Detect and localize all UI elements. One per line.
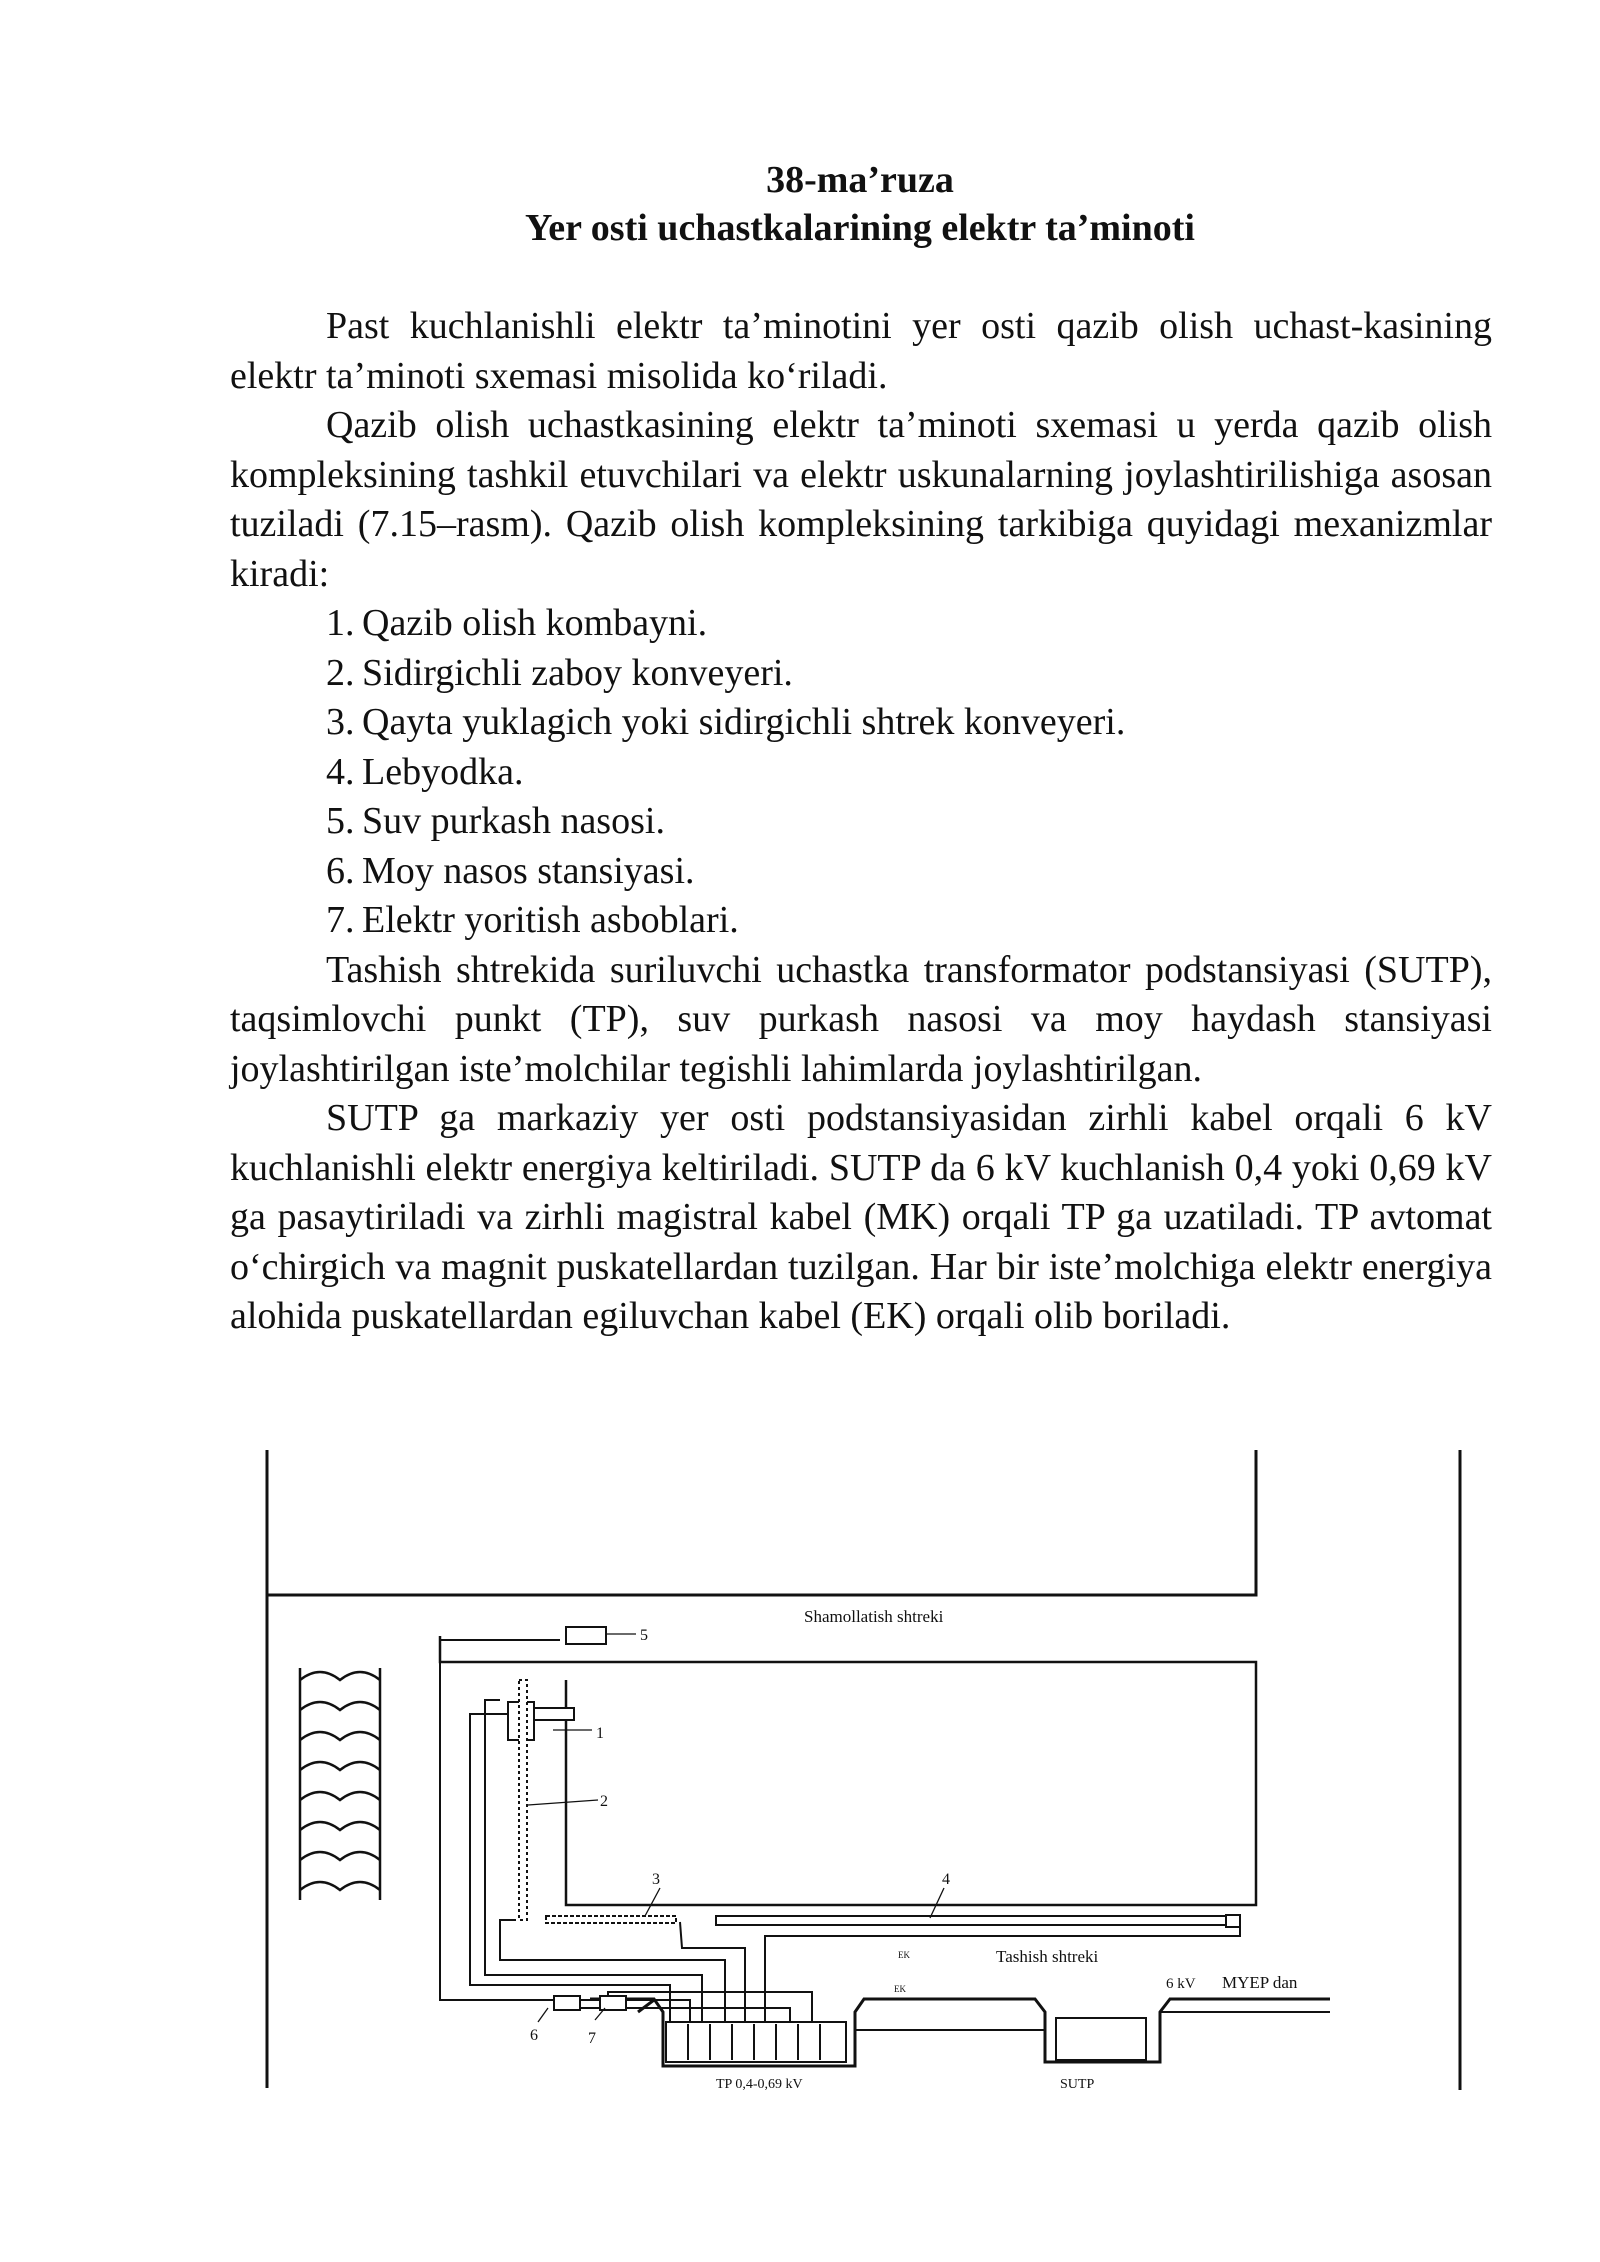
tp-label: TP 0,4-0,69 kV	[716, 2077, 803, 2092]
paragraph-supply: SUTP ga markaziy yer osti podstansiyasidan zirhli kabel orqali 6 kV kuchlanishli elektr energiya keltiriladi. SUTP da 6 kV kuchlanish 0,4 yoki 0,69 kV ga pasaytiriladi va zirhli magistral kabel (MK) orqali TP ga uzatiladi. TP avtomat o‘chirgich va magnit puskatellardan tuzilgan. Har bir iste’molchiga elektr energiya alohida puskatellardan egiluvchan kabel (EK) orqali olib boriladi.	[230, 1097, 1492, 1337]
sutp-box	[1056, 2018, 1146, 2060]
haulage-conveyor	[716, 1916, 1236, 1925]
callout-1: 1	[596, 1725, 604, 1742]
stage-loader	[546, 1916, 676, 1923]
callout-5: 5	[640, 1627, 648, 1644]
cable-lines	[440, 1640, 1330, 2030]
paragraph-placement: Tashish shtrekida suriluvchi uchastka transformator podstansiyasi (SUTP), taqsimlovchi punkt (TP), suv purkash nasosi va moy haydash stansiyasi joylashtirilgan iste’molchilar tegishli lahimlarda joylashtirilgan.	[230, 948, 1492, 1090]
upper-chamber-outline	[267, 1450, 1256, 1595]
oil-pump-box	[554, 1996, 580, 2010]
callout-3: 3	[652, 1871, 660, 1888]
list-item: 6. Moy nasos stansiyasi.	[326, 849, 695, 892]
paragraph-scheme: Qazib olish uchastkasining elektr ta’minoti sxemasi u yerda qazib olish kompleksining tashkil etuvchilari va elektr uskunalarning joylashtirilishiga asosan tuziladi (7.15–rasm). Qazib olish kompleksining tarkibiga quyidagi mexanizmlar kiradi:	[230, 404, 1492, 595]
list-item: 5. Suv purkash nasosi.	[326, 800, 665, 842]
callout-4: 4	[942, 1871, 950, 1888]
list-item: 4. Lebyodka.	[326, 750, 524, 793]
face-conveyor	[519, 1680, 527, 1920]
haulage-drift-label: Tashish shtreki	[996, 1947, 1099, 1966]
list-item: 2. Sidirgichli zaboy konveyeri.	[326, 651, 793, 694]
list-item: 1. Qazib olish kombayni.	[326, 602, 708, 644]
ventilation-drift-label: Shamollatish shtreki	[804, 1607, 944, 1626]
caved-zone-hatching	[300, 1668, 380, 1900]
callout-6: 6	[530, 2027, 538, 2044]
callout-7: 7	[588, 2030, 596, 2047]
shearer-arm	[534, 1708, 574, 1720]
lecture-number: 38-ma’ruza	[766, 159, 954, 201]
lighting-box	[600, 1996, 626, 2010]
lecture-title: Yer osti uchastkalarining elektr ta’minoti	[525, 207, 1195, 249]
ek-label-upper: EK	[898, 1950, 910, 1960]
list-item: 3. Qayta yuklagich yoki sidirgichli shtrek konveyeri.	[326, 701, 1126, 743]
paragraph-intro: Past kuchlanishli elektr ta’minotini yer osti qazib olish uchast-kasining elektr ta’minoti sxemasi misolida ko‘riladi.	[230, 305, 1492, 397]
list-item: 7. Elektr yoritish asboblari.	[326, 899, 739, 941]
source-label: MYEP dan	[1222, 1973, 1298, 1992]
water-pump-box	[566, 1627, 606, 1644]
sutp-label: SUTP	[1060, 2077, 1095, 2092]
coal-panel-outline	[440, 1636, 1256, 1905]
callout-2: 2	[600, 1793, 608, 1810]
voltage-label: 6 kV	[1166, 1976, 1196, 1992]
ek-label-lower: EK	[894, 1984, 906, 1994]
winch-box	[1226, 1915, 1240, 1927]
